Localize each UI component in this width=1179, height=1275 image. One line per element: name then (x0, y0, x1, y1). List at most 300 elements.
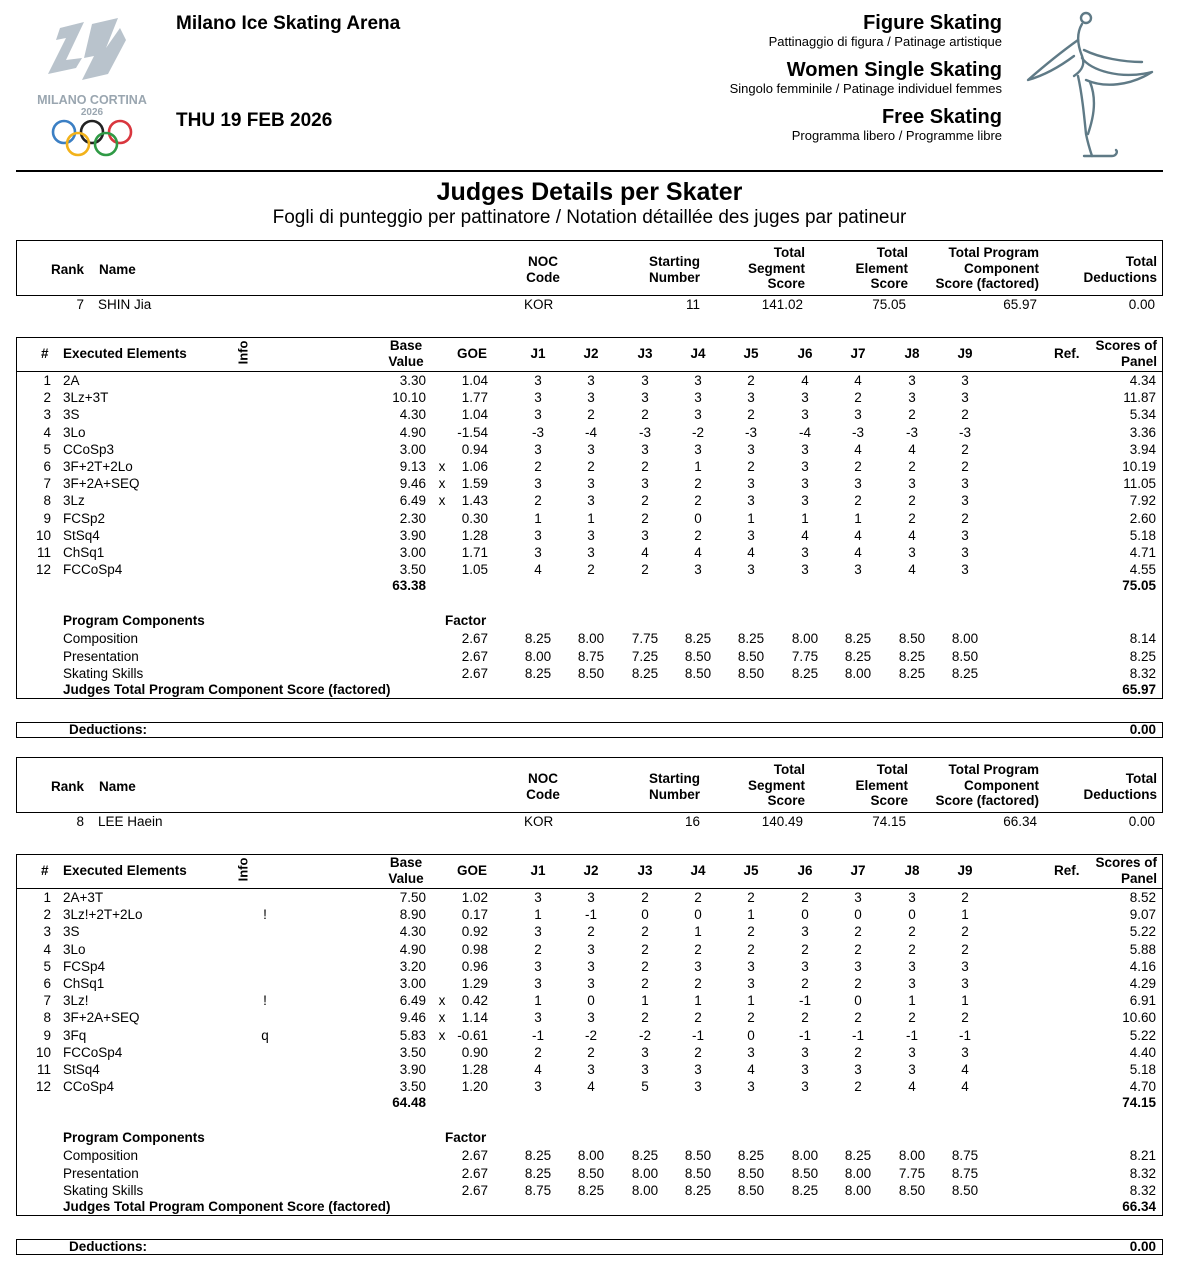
judge-score-j9: 2 (961, 924, 969, 940)
judge-score-j4: 3 (694, 373, 702, 388)
noc-header-l2: Code (526, 786, 560, 802)
judge-header-j7: J7 (850, 346, 866, 361)
judge-score-j1: 3 (534, 527, 542, 543)
judge-score-j7: 2 (854, 924, 862, 940)
element-base-value: 9.46 (399, 1010, 426, 1026)
judge-score-j4: 2 (694, 476, 702, 492)
judge-score-j7: 2 (854, 1044, 862, 1060)
judge-score-j3: 3 (641, 1062, 649, 1077)
page-title: Judges Details per Skater (436, 178, 743, 206)
judge-score-j7: 2 (854, 1079, 862, 1095)
element-panel-score: 5.18 (1129, 1062, 1156, 1077)
component-judge-j2: 8.50 (577, 665, 605, 681)
component-judge-j9: 8.50 (951, 1182, 979, 1198)
judge-score-j5: 3 (747, 476, 755, 492)
event-subtitle: Singolo femminile / Patinage individuel femmes (729, 81, 1002, 96)
judge-score-j6: 3 (801, 958, 809, 974)
base-value-header (383, 855, 429, 886)
component-judge-j9: 8.75 (951, 1148, 979, 1164)
element-goe: 1.04 (461, 407, 488, 423)
judge-score-j3: 0 (641, 907, 649, 923)
judge-score-j8: 2 (908, 407, 916, 423)
element-goe: 0.17 (461, 907, 488, 923)
component-judge-j9: 8.00 (951, 631, 979, 647)
judge-score-j4: 0 (694, 907, 702, 923)
judge-score-j4: -2 (691, 424, 704, 440)
element-row (17, 441, 1164, 458)
panel-header-l2: Panel (1120, 870, 1157, 886)
judge-score-j2: 3 (587, 373, 595, 388)
total-deductions-value: 0.00 (1128, 814, 1155, 829)
element-panel-score: 5.22 (1129, 1027, 1156, 1043)
element-base-value: 6.49 (399, 493, 426, 509)
judge-score-j7: 3 (854, 958, 862, 974)
judge-score-j5: 0 (747, 1027, 755, 1043)
total-segment-score-value: 140.49 (761, 814, 803, 829)
tes-header-line: Element (855, 777, 908, 793)
element-base-value: 3.20 (399, 958, 426, 974)
num-header: # (41, 346, 49, 361)
component-name: Presentation (63, 648, 139, 664)
element-code: 2A (63, 373, 80, 388)
judge-score-j9: 3 (961, 562, 969, 578)
judge-score-j4: 3 (694, 1062, 702, 1077)
judge-score-j6: 3 (801, 493, 809, 509)
judge-score-j6: 2 (801, 976, 809, 991)
deductions-value: 0.00 (1129, 722, 1156, 737)
judge-header-j6: J6 (797, 863, 813, 878)
element-panel-score: 4.40 (1129, 1044, 1156, 1060)
judge-score-j3: 2 (641, 976, 649, 991)
judge-score-j4: 1 (694, 924, 702, 940)
judge-score-j5: 3 (747, 976, 755, 991)
judge-score-j7: 4 (854, 527, 862, 543)
base-header-l1: Base (389, 855, 423, 870)
element-panel-score: 3.94 (1129, 441, 1156, 457)
judge-score-j5: 3 (747, 958, 755, 974)
judge-score-j5: -3 (744, 424, 757, 440)
judge-score-j3: 3 (641, 373, 649, 388)
element-number: 4 (43, 424, 51, 440)
element-row (17, 527, 1164, 544)
element-number: 2 (43, 907, 51, 923)
judge-score-j1: 2 (534, 941, 542, 957)
judge-score-j7: -1 (851, 1027, 864, 1043)
element-base-value: 3.50 (399, 1044, 426, 1060)
element-code: ChSq1 (63, 976, 105, 991)
judge-score-j4: 3 (694, 1079, 702, 1095)
total-deductions-header (1057, 771, 1157, 802)
element-goe: 0.90 (461, 1044, 488, 1060)
component-row (17, 665, 1164, 682)
base-header-l2: Value (388, 353, 424, 369)
total-pcs-value: 65.97 (1003, 297, 1037, 312)
element-base-value: 3.00 (399, 976, 426, 991)
judge-score-j1: -3 (531, 424, 544, 440)
total-element-score-header (817, 245, 908, 292)
component-row (17, 1147, 1164, 1164)
judge-score-j6: 3 (801, 476, 809, 492)
element-number: 5 (43, 441, 51, 457)
judge-score-j8: -3 (905, 424, 918, 440)
name-header: Name (99, 262, 136, 277)
judge-score-j8: 0 (908, 907, 916, 923)
judge-score-j8: 3 (908, 1044, 916, 1060)
component-factor: 2.67 (461, 648, 488, 664)
element-code: StSq4 (63, 1062, 100, 1077)
judge-score-j1: 1 (534, 907, 542, 923)
judge-score-j3: 3 (641, 527, 649, 543)
judge-score-j7: 0 (854, 993, 862, 1009)
element-code: 3Lz+3T (63, 390, 109, 406)
component-judge-j1: 8.25 (524, 1148, 552, 1164)
judge-score-j6: 3 (801, 1079, 809, 1095)
segment-block (792, 106, 1002, 144)
element-goe: 1.29 (461, 976, 488, 991)
element-row (17, 1044, 1164, 1061)
logo-year: 2026 (80, 107, 104, 118)
judge-score-j5: 1 (747, 510, 755, 526)
judge-score-j3: 2 (641, 493, 649, 509)
component-factor: 2.67 (461, 1165, 488, 1181)
judge-score-j8: 3 (908, 1062, 916, 1077)
element-code: 3Fq (63, 1027, 87, 1043)
component-judge-j7: 8.00 (844, 1165, 872, 1181)
component-judge-j6: 7.75 (791, 648, 819, 664)
element-goe: 0.94 (461, 441, 488, 457)
component-judge-j2: 8.50 (577, 1165, 605, 1181)
judge-score-j9: -3 (958, 424, 971, 440)
element-row (17, 906, 1164, 923)
component-judge-j3: 8.25 (631, 665, 659, 681)
noc-header (513, 254, 573, 285)
element-code: 3Lz (63, 493, 85, 509)
element-panel-score: 6.91 (1129, 993, 1156, 1009)
judge-score-j3: 4 (641, 545, 649, 560)
factor-header: Factor (445, 613, 487, 629)
judge-score-j8: 3 (908, 890, 916, 905)
element-x-marker: x (438, 476, 446, 492)
component-row (17, 630, 1164, 647)
judge-score-j1: 3 (534, 1010, 542, 1026)
element-row (17, 975, 1164, 992)
element-code: FCSp4 (63, 958, 106, 974)
element-panel-score: 5.34 (1129, 407, 1156, 423)
element-number: 9 (43, 510, 51, 526)
component-judge-j7: 8.25 (844, 1148, 872, 1164)
judge-score-j5: 2 (747, 890, 755, 905)
judge-score-j4: 2 (694, 493, 702, 509)
skater-summary-box (16, 240, 1163, 296)
pcs-header-line: Total Program (948, 762, 1039, 777)
element-number: 12 (35, 1079, 51, 1095)
judge-score-j8: 3 (908, 373, 916, 388)
element-goe: -1.54 (457, 424, 488, 440)
element-row (17, 510, 1164, 527)
judge-score-j7: 3 (854, 1062, 862, 1077)
logo-text: MILANO CORTINA (37, 93, 147, 107)
judge-score-j3: 2 (641, 958, 649, 974)
element-x-marker: x (438, 1027, 446, 1043)
total-deductions-header (1057, 254, 1157, 285)
judges-total-pcs-value: 66.34 (1122, 1199, 1156, 1214)
panel-header-l2: Panel (1120, 353, 1157, 369)
judge-score-j1: 3 (534, 407, 542, 423)
skater-name: LEE Haein (98, 814, 163, 829)
judge-score-j7: 3 (854, 562, 862, 578)
judge-score-j5: 3 (747, 562, 755, 578)
total-segment-score-header (717, 762, 805, 809)
element-code: 3Lz!+2T+2Lo (63, 907, 143, 923)
element-number: 3 (43, 924, 51, 940)
event-title: Women Single Skating (786, 59, 1002, 81)
component-factor: 2.67 (461, 1148, 488, 1164)
judge-score-j1: 2 (534, 493, 542, 509)
element-goe: 0.96 (461, 958, 488, 974)
panel-header-l1: Scores of (1095, 855, 1157, 870)
judge-score-j7: 2 (854, 459, 862, 474)
judge-score-j2: 2 (587, 924, 595, 940)
judge-score-j1: 3 (534, 545, 542, 560)
element-number: 10 (35, 527, 51, 543)
judge-score-j2: -4 (584, 424, 597, 440)
component-judge-j8: 8.50 (898, 631, 926, 647)
judge-score-j8: 4 (908, 562, 916, 578)
element-goe: 1.28 (461, 527, 488, 543)
judge-score-j7: 2 (854, 976, 862, 991)
deductions-box (16, 722, 1163, 738)
element-base-value: 6.49 (399, 993, 426, 1009)
element-panel-score: 11.87 (1123, 390, 1156, 406)
judge-score-j2: 4 (587, 1079, 595, 1095)
judge-header-j2: J2 (583, 863, 599, 878)
header-divider (16, 170, 1163, 172)
element-panel-score: 4.34 (1129, 373, 1156, 388)
element-goe: 1.59 (461, 476, 488, 492)
judge-score-j7: 3 (854, 407, 862, 423)
element-code: 3S (63, 407, 80, 423)
elements-score-total: 75.05 (1122, 578, 1156, 594)
noc-header-l2: Code (526, 269, 560, 285)
judge-score-j6: 3 (801, 562, 809, 578)
element-x-marker: x (438, 493, 446, 509)
judge-score-j7: 0 (854, 907, 862, 923)
component-judge-j7: 8.25 (844, 648, 872, 664)
judge-score-j7: 4 (854, 373, 862, 388)
judge-score-j3: 3 (641, 390, 649, 406)
judge-score-j6: 3 (801, 1044, 809, 1060)
judge-score-j2: 2 (587, 562, 595, 578)
element-number: 1 (43, 890, 51, 905)
element-row (17, 958, 1164, 975)
judge-header-j2: J2 (583, 346, 599, 361)
element-row (17, 544, 1164, 561)
element-panel-score: 5.22 (1129, 924, 1156, 940)
skater-name: SHIN Jia (98, 297, 152, 312)
element-number: 10 (35, 1044, 51, 1060)
venue-name: Milano Ice Skating Arena (176, 13, 401, 34)
base-value-total: 64.48 (392, 1095, 426, 1111)
judge-score-j3: 2 (641, 941, 649, 957)
component-judge-j5: 8.50 (737, 665, 765, 681)
judge-score-j3: 3 (641, 476, 649, 492)
component-judge-j5: 8.25 (737, 631, 765, 647)
judge-score-j6: 1 (801, 510, 809, 526)
element-base-value: 4.90 (399, 941, 426, 957)
judges-total-pcs-value: 65.97 (1122, 682, 1156, 697)
judge-score-j2: 3 (587, 890, 595, 905)
judge-score-j5: 4 (747, 545, 755, 560)
judge-score-j9: 1 (961, 993, 969, 1009)
judge-score-j5: 3 (747, 527, 755, 543)
component-panel-score: 8.32 (1129, 1165, 1156, 1181)
element-row (17, 406, 1164, 423)
total-pcs-value: 66.34 (1003, 814, 1037, 829)
judge-score-j1: 3 (534, 958, 542, 974)
judge-score-j4: 3 (694, 958, 702, 974)
element-panel-score: 9.07 (1129, 907, 1156, 923)
element-x-marker: x (438, 459, 446, 474)
ref-header: Ref. (1054, 346, 1080, 361)
element-number: 8 (43, 493, 51, 509)
name-header: Name (99, 779, 136, 794)
component-judge-j5: 8.50 (737, 1182, 765, 1198)
judge-score-j6: 3 (801, 390, 809, 406)
element-goe: 1.71 (461, 545, 488, 560)
component-panel-score: 8.14 (1129, 631, 1156, 647)
element-row (17, 458, 1164, 475)
starting-header-l1: Starting (648, 771, 700, 786)
judge-score-j8: 3 (908, 958, 916, 974)
judge-score-j8: 4 (908, 1079, 916, 1095)
tes-header-line: Total (876, 245, 908, 260)
judge-score-j1: 4 (534, 1062, 542, 1077)
element-x-marker: x (438, 1010, 446, 1026)
judge-score-j8: -1 (905, 1027, 918, 1043)
element-panel-score: 4.70 (1129, 1079, 1156, 1095)
element-goe: 0.98 (461, 941, 488, 957)
judge-score-j8: 4 (908, 527, 916, 543)
judge-score-j7: 3 (854, 476, 862, 492)
element-number: 3 (43, 407, 51, 423)
judge-score-j6: 0 (801, 907, 809, 923)
judge-score-j1: 4 (534, 562, 542, 578)
judge-score-j3: 2 (641, 924, 649, 940)
component-judge-j7: 8.00 (844, 665, 872, 681)
segment-subtitle: Programma libero / Programme libre (791, 128, 1002, 143)
scores-of-panel-header (1077, 338, 1157, 369)
judge-header-j6: J6 (797, 346, 813, 361)
judge-score-j2: 3 (587, 941, 595, 957)
tss-header-line: Segment (747, 777, 805, 793)
component-judge-j1: 8.25 (524, 631, 552, 647)
tes-header-line: Element (855, 260, 908, 276)
judge-score-j4: 3 (694, 407, 702, 423)
judge-score-j4: 2 (694, 1010, 702, 1026)
component-judge-j4: 8.50 (684, 665, 712, 681)
element-code: 3F+2T+2Lo (63, 459, 133, 474)
component-row (17, 648, 1164, 665)
judge-score-j2: 1 (587, 510, 595, 526)
component-judge-j1: 8.25 (524, 665, 552, 681)
judge-header-j1: J1 (530, 346, 546, 361)
judge-score-j9: 3 (961, 545, 969, 560)
element-row (17, 941, 1164, 958)
judge-header-j9: J9 (957, 346, 973, 361)
judge-score-j9: 2 (961, 1010, 969, 1026)
element-row (17, 424, 1164, 441)
judge-score-j4: 2 (694, 527, 702, 543)
element-row (17, 1009, 1164, 1026)
starting-number-header (632, 771, 717, 802)
judge-score-j2: 3 (587, 493, 595, 509)
component-judge-j8: 7.75 (898, 1165, 926, 1181)
judge-score-j3: 5 (641, 1079, 649, 1095)
judge-score-j8: 2 (908, 493, 916, 509)
judge-score-j3: 2 (641, 562, 649, 578)
judge-score-j8: 3 (908, 390, 916, 406)
element-number: 4 (43, 941, 51, 957)
element-row (17, 389, 1164, 406)
judge-score-j5: 4 (747, 1062, 755, 1077)
judge-score-j1: 2 (534, 459, 542, 474)
noc-header-l1: NOC (528, 771, 558, 786)
judge-score-j4: 3 (694, 562, 702, 578)
program-components-header: Program Components (63, 1130, 205, 1146)
judge-score-j9: 3 (961, 476, 969, 492)
judge-score-j8: 2 (908, 1010, 916, 1026)
judge-score-j7: 2 (854, 941, 862, 957)
judge-score-j1: 2 (534, 1044, 542, 1060)
judge-header-j5: J5 (743, 863, 759, 878)
total-deductions-value: 0.00 (1128, 297, 1155, 312)
judge-score-j4: -1 (691, 1027, 704, 1043)
judge-score-j9: 3 (961, 493, 969, 509)
panel-header-l1: Scores of (1095, 338, 1157, 353)
judge-score-j3: 1 (641, 993, 649, 1009)
element-code: 3Lo (63, 424, 86, 440)
figure-skater-pictogram (1020, 10, 1160, 165)
judge-score-j2: 2 (587, 459, 595, 474)
judge-score-j2: 3 (587, 476, 595, 492)
component-judge-j1: 8.00 (524, 648, 552, 664)
starting-header-l2: Number (648, 269, 700, 285)
event-block (730, 59, 1002, 97)
judge-score-j9: 3 (961, 976, 969, 991)
component-panel-score: 8.32 (1129, 665, 1156, 681)
info-header: Info (235, 857, 251, 882)
element-info: ! (263, 993, 267, 1009)
judge-score-j3: 2 (641, 510, 649, 526)
element-goe: 1.06 (461, 459, 488, 474)
page-header (0, 0, 1179, 172)
base-header-l1: Base (389, 338, 423, 353)
judge-score-j2: 3 (587, 1010, 595, 1026)
total-element-score-value: 75.05 (872, 297, 906, 312)
judge-score-j1: -1 (531, 1027, 544, 1043)
tes-header-line: Score (870, 793, 908, 808)
judge-score-j7: 2 (854, 390, 862, 406)
element-number: 9 (43, 1027, 51, 1043)
milano-cortina-logo (22, 18, 162, 163)
pcs-header-line: Score (factored) (935, 793, 1039, 808)
tes-header-line: Score (870, 276, 908, 291)
element-goe: 1.20 (461, 1079, 488, 1095)
tss-header-line: Segment (747, 260, 805, 276)
element-base-value: 3.50 (399, 1079, 426, 1095)
element-row (17, 1061, 1164, 1078)
judge-header-j1: J1 (530, 863, 546, 878)
